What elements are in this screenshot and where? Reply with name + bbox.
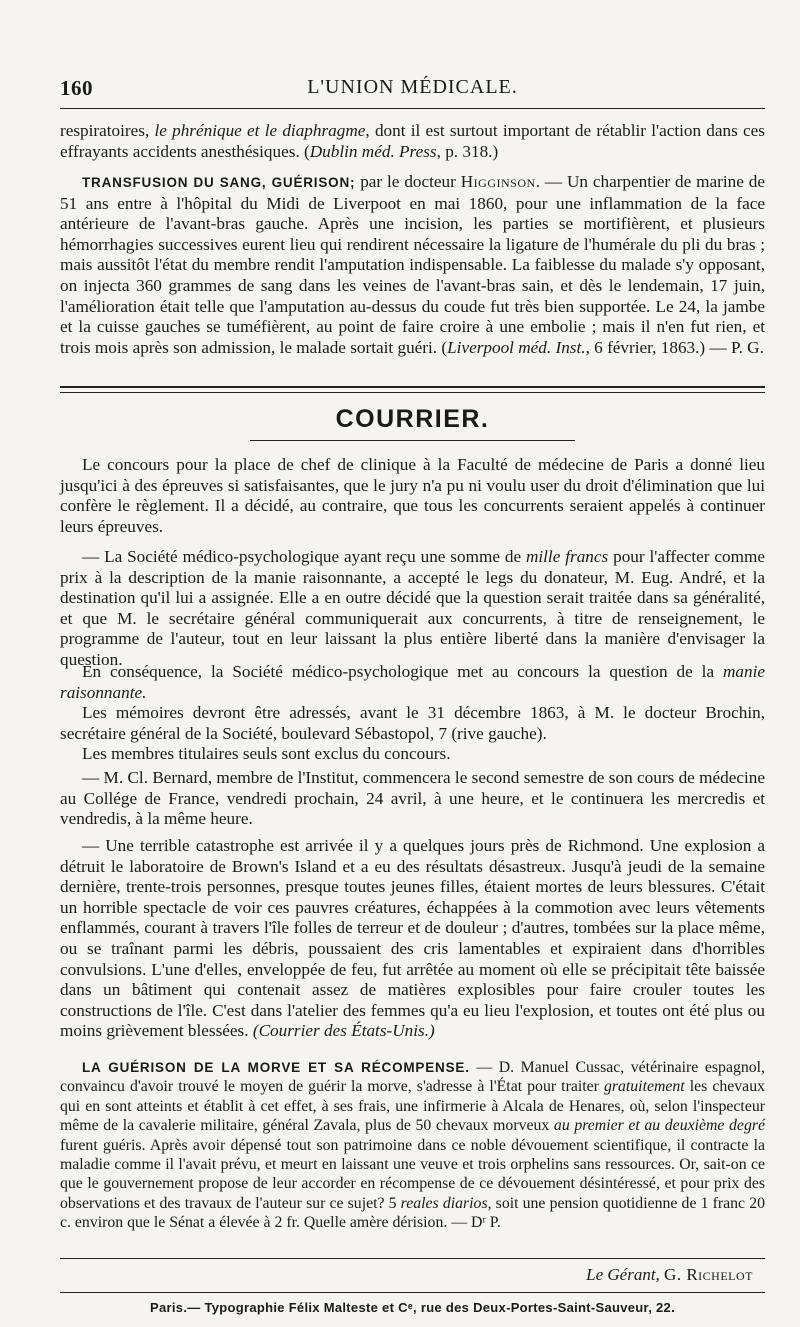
gerant-signature: Le Gérant, G. Richelot	[586, 1265, 753, 1284]
paragraph-catastrophe: — Une terrible catastrophe est arrivée il y a quelques jours près de Richmond. Une explosion a détruit le laboratoire de Brown's Island et a eu des résultats désastreux. Jusqu'à jeudi de la semaine dernière, trente-trois personnes, presque toutes jeunes filles, étaient mortes de leurs blessures. C'était un horrible spectacle de voir ces pauvres créatures, échappées à la commotion avec leurs vêtements enflammés, courant à travers l'île folles de terreur et de douleur ; d'autres, tombées sur la place même, ou se traînant parmi les débris, poussaient des cris lamentables et expiraient dans d'horribles convulsions. L'une d'elles, enveloppée de feu, fut arrêtée au moment où elle se précipitait tête baissée dans un bâtiment qui contenait assez de matières explosibles pour faire crouler toutes les constructions de l'île. C'est dans l'atelier des femmes qu'a eu lieu l'explosion, et toutes ont été plus ou moins grièvement blessées. (Courrier des États-Unis.)	[60, 836, 765, 1041]
printer-imprint: Paris.— Typographie Félix Malteste et Cᵉ, rue des Deux-Portes-Saint-Sauveur, 22.	[150, 1300, 675, 1315]
title-underline	[250, 440, 575, 441]
header-rule	[60, 108, 765, 109]
paragraph-concours: Le concours pour la place de chef de clinique à la Faculté de médecine de Paris a donné lieu jusqu'ici à des épreuves si satisfaisantes, que le jury n'a pu ni voulu user du droit d'élimination que lui confère le règlement. Il a décidé, au contraire, que tous les concurrents seraient appelés à continuer leurs épreuves.	[60, 455, 765, 536]
journal-title: L'UNION MÉDICALE.	[307, 76, 518, 98]
paragraph-morve: LA GUÉRISON DE LA MORVE ET SA RÉCOMPENSE. — D. Manuel Cussac, vétérinaire espagnol, convaincu d'avoir trouvé le moyen de guérir la morve, s'adresse à l'État pour traiter gratuitement les chevaux qui en sont atteints et établit à cet effet, à ses frais, une infirmerie à Alcala de Henares, où, selon l'inspecteur même de la cavalerie militaire, général Zavala, plus de 50 chevaux morveux au premier et au deuxième degré furent guéris. Après avoir dépensé tout son patrimoine dans ce noble dévouement scientifique, il contracte la maladie comme il l'avait prévu, et meurt en laissant une veuve et trois orphelins sans ressources. Or, sait-on ce que le gouvernement propose de leur accorder en récompense de ce dévouement désintéressé, et pour prix des observations et des travaux de l'auteur sur ce sujet? 5 reales diarios, soit une pension quotidienne de 1 franc 20 c. environ que le Sénat a élevée à 2 fr. Quelle amère dérision. — Dʳ P.	[60, 1059, 765, 1232]
section-divider	[60, 386, 765, 393]
section-title-courrier: COURRIER.	[335, 405, 490, 433]
printer-rule	[60, 1292, 765, 1293]
paragraph-bernard: — M. Cl. Bernard, membre de l'Institut, commencera le second semestre de son cours de médecine au Collége de France, vendredi prochain, 24 avril, à une heure, et le continuera les mercredis et vendredis, à la même heure.	[60, 768, 765, 829]
footer-rule	[60, 1258, 765, 1259]
paragraph-membres: Les membres titulaires seuls sont exclus du concours.	[82, 744, 451, 763]
paragraph-respiratoires: respiratoires, le phrénique et le diaphragme, dont il est surtout important de rétablir l'action dans ces effrayants accidents anesthésiques. (Dublin méd. Press, p. 318.)	[60, 121, 765, 161]
paragraph-societe: — La Société médico-psychologique ayant reçu une somme de mille francs pour l'affecter comme prix à la description de la manie raisonnante, a accepté le legs du donateur, M. Eug. André, et la destination qu'il lui a assignée. Elle a en outre décidé que la question serait traitée dans sa généralité, et que M. le secrétaire général communiquerait aux concurrents, à titre de renseignement, le programme de l'auteur, tout en leur laissant la plus entière liberté dans la manière d'envisager la question.	[60, 547, 765, 669]
source-courrier: (Courrier des États-Unis.)	[252, 1021, 435, 1041]
page-number: 160	[60, 76, 93, 100]
paragraph-memoires: Les mémoires devront être adressés, avant le 31 décembre 1863, à M. le docteur Brochin, secrétaire général de la Société, boulevard Sébastopol, 7 (rive gauche).	[60, 703, 765, 743]
page-header	[60, 72, 765, 102]
paragraph-consequence: En conséquence, la Société médico-psychologique met au concours la question de la manie raisonnante.	[60, 662, 765, 702]
paragraph-transfusion: TRANSFUSION DU SANG, GUÉRISON; par le docteur Higginson. — Un charpentier de marine de 51 ans entre à l'hôpital du Midi de Liverpoot en mai 1860, pour une inflammation de la face antérieure de l'avant-bras gauche. Après une incision, les parties se mortifièrent, et plusieurs hémorrhagies successives eurent lieu qui rendirent nécessaire la ligature de l'humérale du pli du bras ; mais aussitôt l'état du membre rendit l'amputation indispensable. La faiblesse du malade s'y opposant, on injecta 360 grammes de sang dans les veines de l'avant-bras sain, et dès le lendemain, 17 juin, l'amélioration était telle que l'amputation au-dessus du coude fut très bien supportée. Le 24, la jambe et la cuisse gauches se tuméfièrent, au point de faire croire à une embolie ; mais il n'en fut rien, et trois mois après son admission, le malade sortait guéri. (Liverpool méd. Inst., 6 février, 1863.) — P. G.	[60, 172, 765, 357]
section-heading-morve: LA GUÉRISON DE LA MORVE ET SA RÉCOMPENSE.	[82, 1060, 470, 1075]
section-heading-transfusion: TRANSFUSION DU SANG, GUÉRISON;	[82, 175, 356, 190]
